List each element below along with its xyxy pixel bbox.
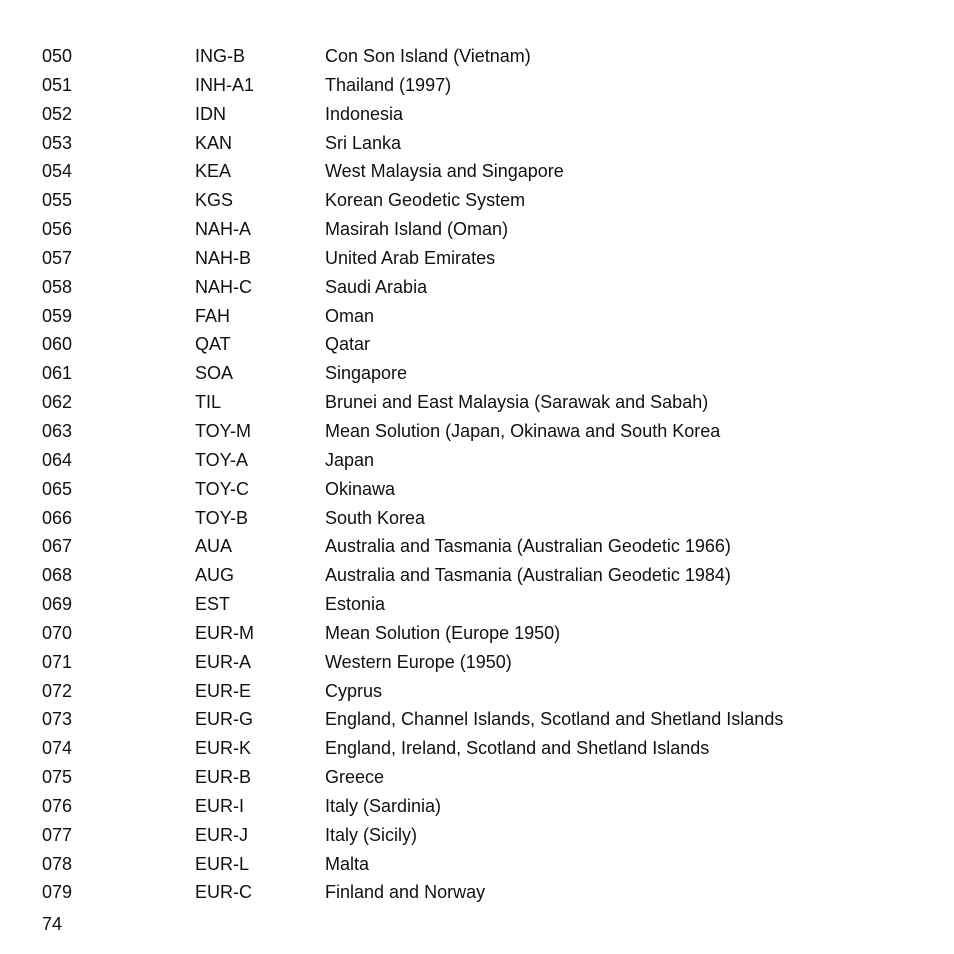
datum-name: United Arab Emirates bbox=[325, 247, 496, 268]
datum-number: 050 bbox=[42, 46, 73, 66]
datum-code: EUR-G bbox=[195, 709, 253, 730]
datum-number: 067 bbox=[42, 536, 73, 557]
datum-name: Greece bbox=[325, 767, 385, 788]
datum-name: Malta bbox=[325, 853, 370, 874]
datum-name: Mean Solution (Europe 1950) bbox=[325, 622, 561, 643]
datum-name: Qatar bbox=[325, 334, 371, 355]
datum-number: 063 bbox=[42, 420, 73, 441]
datum-name: Finland and Norway bbox=[325, 882, 486, 903]
datum-code: TOY-B bbox=[195, 507, 249, 528]
datum-number: 053 bbox=[42, 132, 73, 153]
datum-number: 070 bbox=[42, 622, 73, 643]
datum-number: 054 bbox=[42, 161, 73, 182]
datum-code: EUR-K bbox=[195, 738, 252, 759]
datum-number: 055 bbox=[42, 190, 73, 211]
datum-name: Italy (Sardinia) bbox=[325, 795, 442, 816]
datum-number: 076 bbox=[42, 795, 73, 816]
datum-number: 077 bbox=[42, 824, 73, 845]
datum-code: KEA bbox=[195, 161, 232, 182]
page-number: 74 bbox=[42, 914, 63, 934]
datum-number: 069 bbox=[42, 594, 73, 615]
datum-name: Western Europe (1950) bbox=[325, 651, 512, 672]
datum-name: West Malaysia and Singapore bbox=[325, 161, 564, 182]
datum-number: 065 bbox=[42, 478, 73, 499]
datum-number: 051 bbox=[42, 74, 73, 95]
datum-code: EUR-M bbox=[195, 622, 254, 643]
datum-code: TOY-M bbox=[195, 420, 252, 441]
datum-name: Oman bbox=[325, 305, 375, 326]
datum-code: NAH-C bbox=[195, 276, 252, 297]
datum-number: 072 bbox=[42, 680, 73, 701]
datum-number: 062 bbox=[42, 392, 73, 413]
datum-name: Korean Geodetic System bbox=[325, 190, 526, 211]
datum-code: EUR-I bbox=[195, 795, 244, 816]
datum-code: EUR-E bbox=[195, 680, 252, 701]
datum-code: AUG bbox=[195, 565, 235, 586]
datum-name: Indonesia bbox=[325, 103, 404, 124]
datum-code: TOY-C bbox=[195, 478, 250, 499]
datum-number: 071 bbox=[42, 651, 73, 672]
datum-code: NAH-A bbox=[195, 219, 252, 240]
datum-code: NAH-B bbox=[195, 247, 252, 268]
datum-name: England, Ireland, Scotland and Shetland Islands bbox=[325, 738, 710, 759]
datum-code: EUR-C bbox=[195, 882, 252, 903]
datum-name: Australia and Tasmania (Australian Geodetic 1984) bbox=[325, 565, 731, 586]
datum-code: EUR-A bbox=[195, 651, 252, 672]
datum-name: Estonia bbox=[325, 594, 386, 615]
datum-code: INH-A1 bbox=[195, 74, 255, 95]
datum-code: KAN bbox=[195, 132, 233, 153]
datum-number: 068 bbox=[42, 565, 73, 586]
datum-code: TOY-A bbox=[195, 449, 249, 470]
datum-name: Sri Lanka bbox=[325, 132, 402, 153]
datum-code: ING-B bbox=[195, 46, 246, 66]
datum-number: 066 bbox=[42, 507, 73, 528]
datum-name: Con Son Island (Vietnam) bbox=[325, 46, 531, 66]
datum-code: TIL bbox=[195, 392, 222, 413]
datum-code: QAT bbox=[195, 334, 231, 355]
datum-code: EUR-L bbox=[195, 853, 250, 874]
datum-name: Okinawa bbox=[325, 478, 396, 499]
datum-number: 064 bbox=[42, 449, 73, 470]
datum-name: Saudi Arabia bbox=[325, 276, 428, 297]
datum-name: South Korea bbox=[325, 507, 426, 528]
datum-code: SOA bbox=[195, 363, 234, 384]
datum-code: FAH bbox=[195, 305, 231, 326]
datum-number: 052 bbox=[42, 103, 73, 124]
datum-name: Singapore bbox=[325, 363, 408, 384]
datum-number: 057 bbox=[42, 247, 73, 268]
datum-number: 074 bbox=[42, 738, 73, 759]
datum-number: 059 bbox=[42, 305, 73, 326]
datum-number: 078 bbox=[42, 853, 73, 874]
datum-name: Cyprus bbox=[325, 680, 383, 701]
datum-name: England, Channel Islands, Scotland and Shetland Islands bbox=[325, 709, 784, 730]
datum-number: 073 bbox=[42, 709, 73, 730]
datum-number: 056 bbox=[42, 219, 73, 240]
datum-code: EUR-J bbox=[195, 824, 248, 845]
datum-number: 060 bbox=[42, 334, 73, 355]
datum-name: Masirah Island (Oman) bbox=[325, 219, 509, 240]
datum-number: 079 bbox=[42, 882, 73, 903]
datum-code: AUA bbox=[195, 536, 233, 557]
datum-number: 075 bbox=[42, 767, 73, 788]
datum-code: EST bbox=[195, 594, 231, 615]
datum-name: Australia and Tasmania (Australian Geodetic 1966) bbox=[325, 536, 731, 557]
datum-number: 058 bbox=[42, 276, 73, 297]
datum-name: Thailand (1997) bbox=[325, 74, 452, 95]
datum-name: Brunei and East Malaysia (Sarawak and Sabah) bbox=[325, 392, 709, 413]
datum-name: Japan bbox=[325, 449, 375, 470]
datum-name: Mean Solution (Japan, Okinawa and South Korea bbox=[325, 420, 721, 441]
datum-number: 061 bbox=[42, 363, 73, 384]
datum-code: KGS bbox=[195, 190, 234, 211]
datum-code: IDN bbox=[195, 103, 226, 124]
datum-name: Italy (Sicily) bbox=[325, 824, 418, 845]
datum-code: EUR-B bbox=[195, 767, 252, 788]
